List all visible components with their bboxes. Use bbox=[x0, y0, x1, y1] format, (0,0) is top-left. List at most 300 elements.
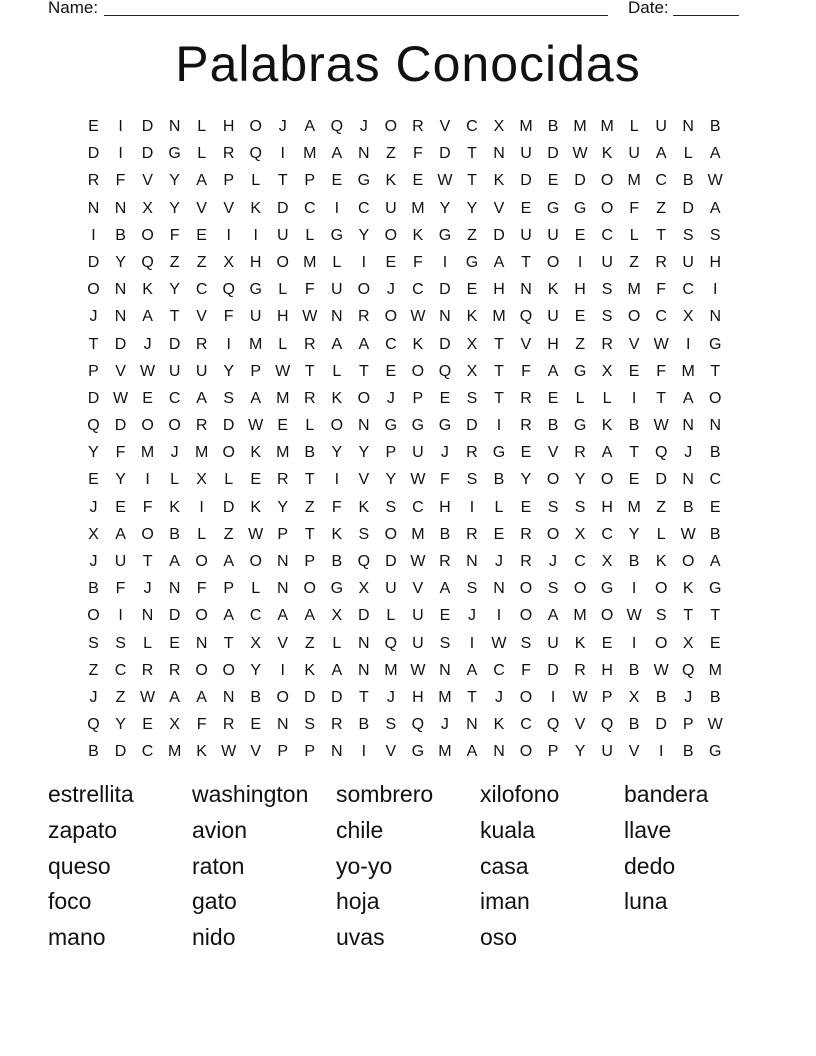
grid-letter[interactable]: C bbox=[466, 118, 478, 135]
grid-letter[interactable]: B bbox=[682, 172, 694, 190]
grid-letter[interactable]: V bbox=[412, 580, 424, 598]
grid-letter[interactable]: A bbox=[709, 199, 721, 217]
grid-letter[interactable]: V bbox=[385, 743, 397, 761]
grid-letter[interactable]: I bbox=[550, 688, 556, 706]
grid-letter[interactable]: U bbox=[547, 308, 559, 326]
grid-letter[interactable]: J bbox=[684, 688, 693, 706]
grid-letter[interactable]: D bbox=[520, 172, 532, 190]
grid-letter[interactable]: T bbox=[223, 634, 234, 652]
grid-letter[interactable]: C bbox=[249, 607, 262, 625]
grid-letter[interactable]: X bbox=[466, 362, 478, 380]
grid-letter[interactable]: E bbox=[520, 498, 532, 516]
grid-letter[interactable]: D bbox=[168, 335, 181, 353]
grid-letter[interactable]: I bbox=[280, 145, 285, 163]
grid-letter[interactable]: L bbox=[197, 118, 207, 135]
grid-letter[interactable]: K bbox=[142, 281, 153, 299]
grid-letter[interactable]: W bbox=[653, 417, 669, 435]
grid-letter[interactable]: Q bbox=[330, 118, 344, 135]
grid-letter[interactable]: Q bbox=[519, 308, 533, 326]
grid-letter[interactable]: L bbox=[224, 471, 234, 489]
grid-letter[interactable]: T bbox=[494, 362, 504, 380]
grid-letter[interactable]: Z bbox=[304, 498, 315, 516]
grid-letter[interactable]: R bbox=[195, 417, 208, 435]
grid-letter[interactable]: N bbox=[682, 417, 694, 435]
grid-letter[interactable]: P bbox=[223, 580, 234, 598]
grid-letter[interactable]: V bbox=[250, 743, 262, 761]
grid-letter[interactable]: R bbox=[520, 389, 532, 407]
grid-letter[interactable]: X bbox=[196, 471, 207, 489]
grid-letter[interactable]: I bbox=[496, 607, 502, 625]
grid-letter[interactable]: E bbox=[439, 607, 451, 625]
grid-letter[interactable]: A bbox=[709, 553, 721, 570]
grid-letter[interactable]: V bbox=[196, 308, 207, 326]
grid-letter[interactable]: E bbox=[520, 199, 532, 217]
grid-letter[interactable]: Z bbox=[115, 688, 126, 706]
grid-letter[interactable]: O bbox=[249, 118, 262, 135]
grid-letter[interactable]: T bbox=[710, 607, 721, 625]
grid-letter[interactable]: D bbox=[168, 607, 181, 625]
grid-letter[interactable]: K bbox=[682, 580, 694, 598]
grid-letter[interactable]: D bbox=[114, 335, 127, 353]
grid-letter[interactable]: R bbox=[303, 335, 316, 353]
grid-letter[interactable]: Y bbox=[88, 444, 99, 462]
grid-letter[interactable]: G bbox=[492, 444, 506, 462]
grid-letter[interactable]: H bbox=[412, 688, 424, 706]
grid-letter[interactable]: G bbox=[249, 281, 262, 299]
grid-letter[interactable]: J bbox=[89, 308, 98, 326]
grid-letter[interactable]: D bbox=[87, 253, 100, 271]
grid-letter[interactable]: N bbox=[439, 661, 451, 679]
grid-letter[interactable]: T bbox=[304, 525, 315, 543]
name-field-line[interactable] bbox=[104, 15, 608, 16]
grid-letter[interactable]: I bbox=[118, 607, 123, 625]
grid-letter[interactable]: Y bbox=[358, 226, 370, 244]
grid-letter[interactable]: D bbox=[547, 661, 559, 679]
grid-letter[interactable]: I bbox=[631, 389, 637, 407]
grid-letter[interactable]: B bbox=[88, 580, 99, 598]
grid-letter[interactable]: Y bbox=[520, 471, 532, 489]
grid-letter[interactable]: Y bbox=[169, 172, 180, 190]
grid-letter[interactable]: B bbox=[628, 417, 640, 435]
grid-letter[interactable]: R bbox=[276, 471, 289, 489]
grid-letter[interactable]: T bbox=[467, 172, 477, 190]
grid-letter[interactable]: G bbox=[573, 417, 587, 435]
grid-letter[interactable]: D bbox=[574, 172, 586, 190]
grid-letter[interactable]: E bbox=[412, 172, 424, 190]
grid-letter[interactable]: Q bbox=[222, 281, 235, 299]
grid-letter[interactable]: U bbox=[195, 362, 208, 380]
grid-letter[interactable]: U bbox=[655, 118, 667, 135]
grid-letter[interactable]: N bbox=[141, 607, 154, 625]
grid-letter[interactable]: J bbox=[467, 607, 476, 625]
grid-letter[interactable]: C bbox=[141, 743, 154, 761]
grid-letter[interactable]: J bbox=[143, 335, 152, 353]
grid-letter[interactable]: R bbox=[439, 553, 451, 570]
grid-letter[interactable]: J bbox=[684, 444, 693, 462]
grid-letter[interactable]: N bbox=[331, 308, 343, 326]
grid-letter[interactable]: C bbox=[412, 281, 424, 299]
grid-letter[interactable]: M bbox=[600, 118, 614, 135]
grid-letter[interactable]: K bbox=[169, 498, 180, 516]
grid-letter[interactable]: R bbox=[574, 444, 586, 462]
grid-letter[interactable]: R bbox=[222, 145, 235, 163]
grid-letter[interactable]: D bbox=[114, 743, 127, 761]
date-field-line[interactable] bbox=[673, 15, 739, 16]
grid-letter[interactable]: U bbox=[520, 226, 532, 244]
grid-letter[interactable]: G bbox=[709, 580, 722, 598]
grid-letter[interactable]: X bbox=[601, 362, 613, 380]
grid-letter[interactable]: L bbox=[629, 226, 639, 244]
grid-letter[interactable]: T bbox=[494, 335, 504, 353]
grid-letter[interactable]: N bbox=[493, 145, 505, 163]
grid-letter[interactable]: Z bbox=[575, 335, 585, 353]
grid-letter[interactable]: I bbox=[631, 580, 637, 598]
grid-letter[interactable]: K bbox=[250, 444, 262, 462]
grid-letter[interactable]: Y bbox=[574, 743, 586, 761]
grid-letter[interactable]: F bbox=[304, 281, 315, 299]
grid-letter[interactable]: B bbox=[115, 226, 126, 244]
grid-letter[interactable]: B bbox=[547, 118, 559, 135]
grid-letter[interactable]: Q bbox=[411, 716, 425, 734]
grid-letter[interactable]: I bbox=[91, 226, 96, 244]
grid-letter[interactable]: O bbox=[87, 281, 100, 299]
grid-letter[interactable]: V bbox=[142, 172, 153, 190]
grid-letter[interactable]: U bbox=[331, 281, 343, 299]
grid-letter[interactable]: A bbox=[331, 145, 343, 163]
grid-letter[interactable]: Y bbox=[439, 199, 451, 217]
grid-letter[interactable]: P bbox=[304, 172, 316, 190]
grid-letter[interactable]: U bbox=[114, 553, 127, 570]
grid-letter[interactable]: L bbox=[494, 498, 504, 516]
grid-letter[interactable]: I bbox=[469, 634, 475, 652]
grid-letter[interactable]: S bbox=[385, 716, 397, 734]
grid-letter[interactable]: N bbox=[168, 580, 181, 598]
grid-letter[interactable]: O bbox=[330, 417, 344, 435]
grid-letter[interactable]: V bbox=[574, 716, 586, 734]
grid-letter[interactable]: F bbox=[440, 471, 450, 489]
grid-letter[interactable]: N bbox=[222, 688, 235, 706]
grid-letter[interactable]: Y bbox=[223, 362, 234, 380]
grid-letter[interactable]: A bbox=[196, 172, 207, 190]
grid-letter[interactable]: O bbox=[384, 226, 398, 244]
grid-letter[interactable]: S bbox=[574, 498, 586, 516]
grid-letter[interactable]: W bbox=[410, 471, 426, 489]
grid-letter[interactable]: C bbox=[493, 661, 505, 679]
grid-letter[interactable]: L bbox=[251, 172, 261, 190]
grid-letter[interactable]: Q bbox=[438, 362, 452, 380]
grid-letter[interactable]: D bbox=[439, 145, 451, 163]
grid-letter[interactable]: O bbox=[681, 553, 695, 570]
grid-letter[interactable]: Y bbox=[628, 525, 640, 543]
grid-letter[interactable]: N bbox=[709, 308, 722, 326]
grid-letter[interactable]: N bbox=[276, 580, 289, 598]
grid-letter[interactable]: D bbox=[114, 417, 127, 435]
grid-letter[interactable]: X bbox=[358, 580, 370, 598]
grid-letter[interactable]: J bbox=[89, 688, 98, 706]
grid-letter[interactable]: D bbox=[222, 498, 235, 516]
grid-letter[interactable]: Q bbox=[357, 553, 371, 570]
grid-letter[interactable]: V bbox=[520, 335, 532, 353]
grid-letter[interactable]: V bbox=[358, 471, 370, 489]
grid-letter[interactable]: D bbox=[655, 716, 667, 734]
grid-letter[interactable]: M bbox=[627, 281, 641, 299]
grid-letter[interactable]: O bbox=[627, 308, 641, 326]
grid-letter[interactable]: P bbox=[601, 688, 613, 706]
grid-letter[interactable]: E bbox=[547, 172, 559, 190]
grid-letter[interactable]: K bbox=[331, 525, 343, 543]
grid-letter[interactable]: F bbox=[656, 362, 667, 380]
grid-letter[interactable]: T bbox=[521, 253, 531, 271]
grid-letter[interactable]: N bbox=[358, 661, 370, 679]
grid-letter[interactable]: D bbox=[466, 417, 478, 435]
grid-letter[interactable]: F bbox=[413, 145, 423, 163]
grid-letter[interactable]: X bbox=[628, 688, 640, 706]
grid-letter[interactable]: H bbox=[547, 335, 559, 353]
grid-letter[interactable]: Y bbox=[250, 661, 262, 679]
grid-letter[interactable]: Z bbox=[196, 253, 207, 271]
grid-letter[interactable]: T bbox=[467, 145, 477, 163]
grid-letter[interactable]: O bbox=[249, 553, 262, 570]
grid-letter[interactable]: N bbox=[709, 417, 722, 435]
grid-letter[interactable]: E bbox=[142, 389, 153, 407]
grid-letter[interactable]: J bbox=[440, 444, 449, 462]
grid-letter[interactable]: R bbox=[195, 335, 208, 353]
grid-letter[interactable]: O bbox=[141, 525, 154, 543]
grid-letter[interactable]: D bbox=[276, 199, 289, 217]
grid-letter[interactable]: C bbox=[601, 525, 613, 543]
grid-letter[interactable]: T bbox=[169, 308, 180, 326]
grid-letter[interactable]: D bbox=[493, 226, 505, 244]
grid-letter[interactable]: E bbox=[277, 417, 289, 435]
grid-letter[interactable]: M bbox=[140, 444, 155, 462]
grid-letter[interactable]: G bbox=[357, 172, 371, 190]
grid-letter[interactable]: S bbox=[682, 226, 694, 244]
grid-letter[interactable]: T bbox=[304, 362, 315, 380]
grid-letter[interactable]: R bbox=[168, 661, 181, 679]
grid-letter[interactable]: Q bbox=[546, 716, 560, 734]
grid-letter[interactable]: T bbox=[494, 389, 504, 407]
grid-letter[interactable]: C bbox=[168, 389, 181, 407]
grid-letter[interactable]: N bbox=[168, 118, 181, 135]
grid-letter[interactable]: B bbox=[628, 661, 640, 679]
grid-letter[interactable]: I bbox=[631, 634, 637, 652]
grid-letter[interactable]: L bbox=[386, 607, 396, 625]
grid-letter[interactable]: N bbox=[682, 118, 694, 135]
grid-letter[interactable]: K bbox=[493, 716, 505, 734]
grid-letter[interactable]: F bbox=[115, 580, 126, 598]
grid-letter[interactable]: L bbox=[305, 226, 315, 244]
grid-letter[interactable]: B bbox=[709, 444, 721, 462]
grid-letter[interactable]: O bbox=[546, 525, 560, 543]
grid-letter[interactable]: L bbox=[305, 417, 315, 435]
grid-letter[interactable]: I bbox=[118, 118, 123, 135]
grid-letter[interactable]: C bbox=[385, 335, 397, 353]
grid-letter[interactable]: C bbox=[709, 471, 722, 489]
grid-letter[interactable]: O bbox=[573, 580, 587, 598]
grid-letter[interactable]: W bbox=[626, 607, 642, 625]
grid-letter[interactable]: G bbox=[573, 199, 587, 217]
grid-letter[interactable]: D bbox=[547, 145, 559, 163]
grid-letter[interactable]: P bbox=[277, 525, 289, 543]
grid-letter[interactable]: V bbox=[628, 335, 640, 353]
grid-letter[interactable]: W bbox=[572, 688, 588, 706]
grid-letter[interactable]: W bbox=[491, 634, 507, 652]
grid-letter[interactable]: N bbox=[466, 553, 478, 570]
grid-letter[interactable]: F bbox=[656, 281, 667, 299]
grid-letter[interactable]: L bbox=[251, 580, 261, 598]
grid-letter[interactable]: O bbox=[141, 226, 154, 244]
grid-letter[interactable]: S bbox=[547, 498, 559, 516]
grid-letter[interactable]: B bbox=[628, 716, 640, 734]
grid-letter[interactable]: P bbox=[547, 743, 559, 761]
grid-letter[interactable]: G bbox=[384, 417, 398, 435]
grid-letter[interactable]: E bbox=[331, 172, 343, 190]
grid-letter[interactable]: A bbox=[169, 553, 180, 570]
grid-letter[interactable]: N bbox=[358, 145, 370, 163]
grid-letter[interactable]: O bbox=[276, 253, 289, 271]
grid-letter[interactable]: G bbox=[465, 253, 479, 271]
grid-letter[interactable]: W bbox=[140, 362, 156, 380]
grid-letter[interactable]: R bbox=[331, 716, 343, 734]
grid-letter[interactable]: O bbox=[519, 607, 533, 625]
grid-letter[interactable]: T bbox=[142, 553, 153, 570]
grid-letter[interactable]: I bbox=[442, 253, 448, 271]
grid-letter[interactable]: G bbox=[709, 743, 722, 761]
grid-letter[interactable]: E bbox=[601, 634, 613, 652]
grid-letter[interactable]: A bbox=[331, 335, 343, 353]
grid-letter[interactable]: A bbox=[142, 308, 153, 326]
grid-letter[interactable]: L bbox=[575, 389, 585, 407]
grid-letter[interactable]: D bbox=[358, 607, 370, 625]
grid-letter[interactable]: C bbox=[574, 553, 586, 570]
grid-letter[interactable]: M bbox=[519, 118, 533, 135]
grid-letter[interactable]: P bbox=[304, 553, 316, 570]
grid-letter[interactable]: W bbox=[221, 743, 237, 761]
grid-letter[interactable]: S bbox=[547, 580, 559, 598]
grid-letter[interactable]: Z bbox=[467, 226, 477, 244]
grid-letter[interactable]: O bbox=[546, 471, 560, 489]
grid-letter[interactable]: U bbox=[385, 580, 397, 598]
grid-letter[interactable]: E bbox=[250, 471, 262, 489]
grid-letter[interactable]: K bbox=[493, 172, 505, 190]
grid-letter[interactable]: S bbox=[223, 389, 234, 407]
grid-letter[interactable]: B bbox=[250, 688, 262, 706]
grid-letter[interactable]: S bbox=[439, 634, 451, 652]
grid-letter[interactable]: T bbox=[656, 389, 667, 407]
grid-letter[interactable]: A bbox=[547, 362, 559, 380]
grid-letter[interactable]: C bbox=[655, 308, 667, 326]
grid-letter[interactable]: J bbox=[494, 688, 503, 706]
grid-letter[interactable]: I bbox=[496, 417, 502, 435]
grid-letter[interactable]: L bbox=[278, 281, 288, 299]
grid-letter[interactable]: A bbox=[601, 444, 613, 462]
grid-letter[interactable]: V bbox=[439, 118, 451, 135]
grid-letter[interactable]: O bbox=[519, 580, 533, 598]
grid-letter[interactable]: H bbox=[709, 253, 722, 271]
grid-letter[interactable]: E bbox=[547, 389, 559, 407]
grid-letter[interactable]: H bbox=[439, 498, 451, 516]
grid-letter[interactable]: F bbox=[115, 172, 126, 190]
grid-letter[interactable]: J bbox=[143, 580, 152, 598]
grid-letter[interactable]: G bbox=[330, 226, 344, 244]
grid-letter[interactable]: J bbox=[386, 281, 395, 299]
grid-letter[interactable]: I bbox=[145, 471, 150, 489]
grid-letter[interactable]: V bbox=[628, 743, 640, 761]
grid-letter[interactable]: W bbox=[410, 308, 426, 326]
grid-letter[interactable]: V bbox=[277, 634, 289, 652]
grid-letter[interactable]: N bbox=[331, 743, 343, 761]
grid-letter[interactable]: C bbox=[303, 199, 316, 217]
grid-letter[interactable]: A bbox=[169, 688, 180, 706]
grid-letter[interactable]: D bbox=[655, 471, 667, 489]
grid-letter[interactable]: M bbox=[276, 444, 290, 462]
grid-letter[interactable]: K bbox=[250, 199, 262, 217]
grid-letter[interactable]: O bbox=[168, 417, 181, 435]
grid-letter[interactable]: W bbox=[707, 716, 723, 734]
grid-letter[interactable]: G bbox=[438, 417, 452, 435]
grid-letter[interactable]: Y bbox=[169, 199, 180, 217]
grid-letter[interactable]: M bbox=[411, 525, 425, 543]
grid-letter[interactable]: N bbox=[358, 634, 370, 652]
grid-letter[interactable]: R bbox=[520, 525, 532, 543]
grid-letter[interactable]: S bbox=[601, 308, 613, 326]
grid-letter[interactable]: O bbox=[195, 661, 208, 679]
grid-letter[interactable]: J bbox=[386, 688, 395, 706]
grid-letter[interactable]: U bbox=[412, 634, 424, 652]
grid-letter[interactable]: L bbox=[197, 525, 207, 543]
grid-letter[interactable]: D bbox=[303, 688, 316, 706]
grid-letter[interactable]: F bbox=[223, 308, 234, 326]
grid-letter[interactable]: Y bbox=[466, 199, 478, 217]
grid-letter[interactable]: O bbox=[600, 172, 614, 190]
grid-letter[interactable]: H bbox=[601, 498, 613, 516]
grid-letter[interactable]: D bbox=[222, 417, 235, 435]
grid-letter[interactable]: Y bbox=[277, 498, 289, 516]
grid-letter[interactable]: B bbox=[331, 553, 343, 570]
grid-letter[interactable]: W bbox=[275, 362, 291, 380]
grid-letter[interactable]: I bbox=[226, 335, 231, 353]
grid-letter[interactable]: F bbox=[521, 362, 531, 380]
grid-letter[interactable]: O bbox=[600, 607, 614, 625]
grid-letter[interactable]: P bbox=[412, 389, 424, 407]
grid-letter[interactable]: J bbox=[89, 553, 98, 570]
grid-letter[interactable]: D bbox=[439, 335, 451, 353]
grid-letter[interactable]: H bbox=[249, 253, 262, 271]
grid-letter[interactable]: O bbox=[357, 389, 371, 407]
grid-letter[interactable]: P bbox=[682, 716, 694, 734]
grid-letter[interactable]: K bbox=[331, 389, 343, 407]
grid-letter[interactable]: W bbox=[707, 172, 723, 190]
grid-letter[interactable]: N bbox=[466, 716, 478, 734]
grid-letter[interactable]: R bbox=[520, 417, 532, 435]
grid-letter[interactable]: X bbox=[223, 253, 234, 271]
grid-letter[interactable]: R bbox=[520, 553, 532, 570]
grid-letter[interactable]: A bbox=[439, 580, 451, 598]
grid-letter[interactable]: S bbox=[601, 281, 613, 299]
grid-letter[interactable]: O bbox=[141, 417, 154, 435]
grid-letter[interactable]: I bbox=[334, 471, 340, 489]
grid-letter[interactable]: Q bbox=[600, 716, 614, 734]
grid-letter[interactable]: D bbox=[141, 145, 154, 163]
grid-letter[interactable]: O bbox=[411, 362, 425, 380]
grid-letter[interactable]: M bbox=[438, 743, 452, 761]
grid-letter[interactable]: N bbox=[114, 308, 127, 326]
grid-letter[interactable]: G bbox=[573, 362, 587, 380]
grid-letter[interactable]: V bbox=[115, 362, 126, 380]
grid-letter[interactable]: D bbox=[439, 281, 451, 299]
grid-letter[interactable]: R bbox=[141, 661, 154, 679]
grid-letter[interactable]: E bbox=[709, 498, 721, 516]
